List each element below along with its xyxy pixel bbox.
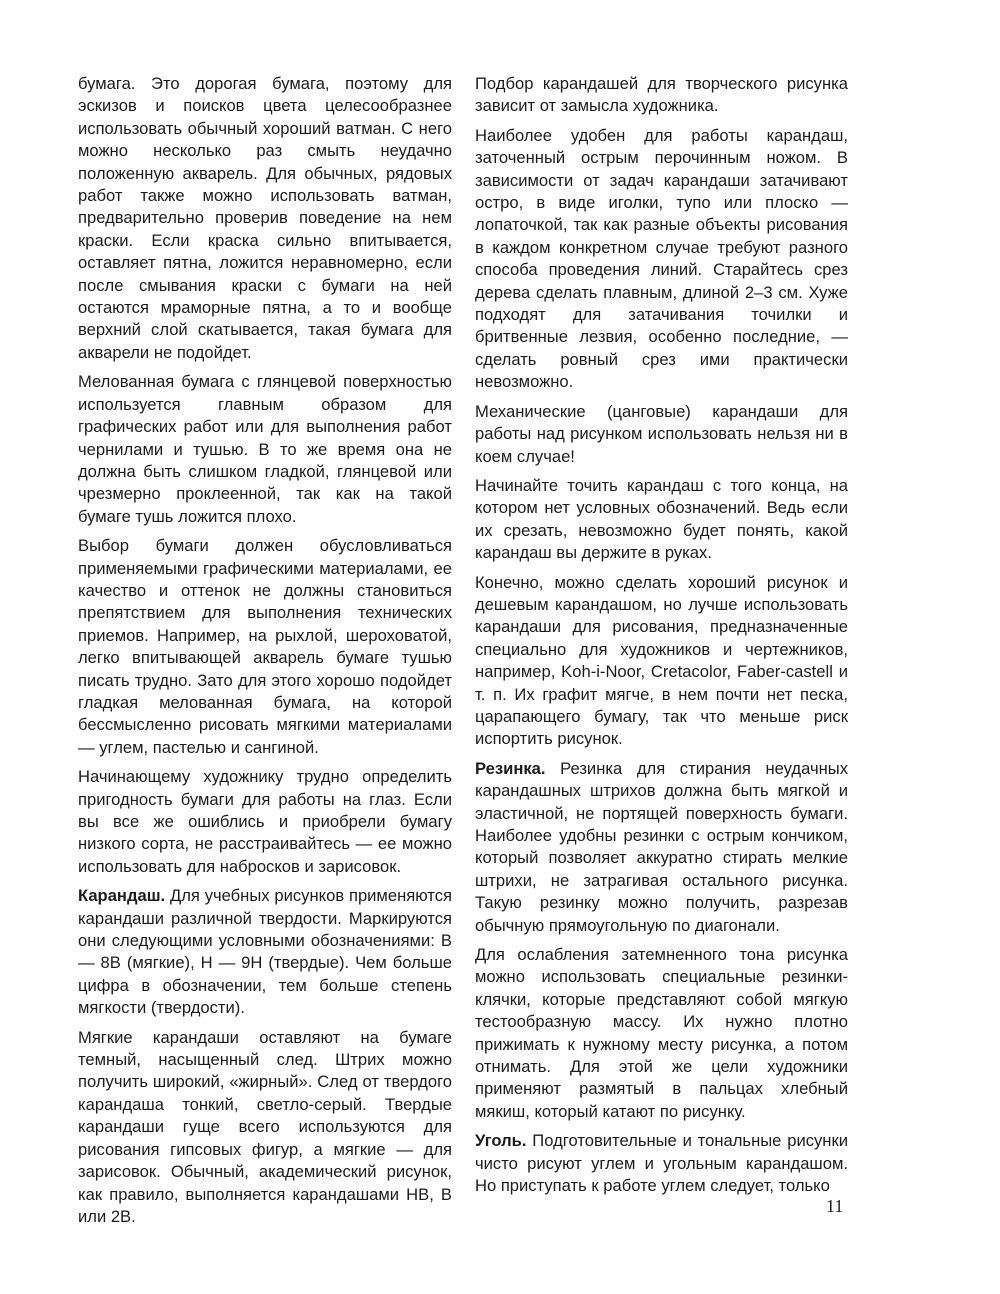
page-number: 11 bbox=[826, 1196, 844, 1216]
paragraph: Для ослабления затемненного тона рисунка можно использовать специальные резинки-клячки, которые представляют собой мягкую тестообразную массу. Их нужно плотно прижимать к нужному месту рисунка, а потом отнимать. Для этой же цели художники применяют размятый в пальцах хлебный мякиш, который катают по рисунку. bbox=[475, 945, 848, 1121]
paragraph: Выбор бумаги должен обусловливаться применяемыми графическими материалами, ее качество и оттенок не должны становиться препятствием для выполнения технических приемов. Например, на рыхлой, шероховатой, легко впитывающей акварель бумаге тушью писать трудно. Зато для этого хорошо подойдет гладкая мелованная бумага, на которой бессмысленно рисовать мягкими материалами — углем, пастелью и сангиной. bbox=[78, 536, 452, 757]
paragraph: Наиболее удобен для работы карандаш, заточенный острым перочинным ножом. В зависимости от задач карандаши затачивают остро, в виде иголки, тупо или плоско — лопаточкой, так как разные объекты рисования в каждом конкретном случае требуют разного способа проведения линий. Старайтесь срез дерева сделать плавным, длиной 2–3 см. Хуже подходят для затачивания точилки и бритвенные лезвия, особенно последние, — сделать ровный срез ими практически невозможно. bbox=[475, 125, 848, 392]
paragraph: Уголь. Подготовительные и тональные рисунки чисто рисуют углем и угольным карандашом. Но приступать к работе углем следует, только bbox=[475, 1131, 848, 1196]
section-heading-pencil: Карандаш. bbox=[78, 886, 166, 906]
section-heading-eraser: Резинка. bbox=[475, 758, 546, 778]
paragraph: Мягкие карандаши оставляют на бумаге темный, насыщенный след. Штрих можно получить широкий, «жирный». След от твердого карандаша тонкий, светло-серый. Твердые карандаши гуще всего используются для рисования гипсовых фигур, а мягкие — для зарисовок. Обычный, академический рисунок, как правило, выполняется карандашами НВ, В или 2В. bbox=[78, 1027, 452, 1226]
paragraph: Карандаш. Для учебных рисунков применяются карандаши различной твердости. Маркируются они следующими условными обозначениями: В — 8В (мягкие), Н — 9Н (твердые). Чем больше цифра в обозначении, тем больше степень мягкости (твердости). bbox=[78, 886, 452, 1018]
paragraph: Начинающему художнику трудно определить пригодность бумаги для работы на глаз. Если вы все же ошиблись и приобрели бумагу низкого сорта, не расстраивайтесь — ее можно использовать для набросков и зарисовок. bbox=[78, 767, 452, 876]
paragraph: бумага. Это дорогая бумага, поэтому для эскизов и поисков цвета целесообразнее использовать обычный хороший ватман. С него можно несколько раз смыть неудачно положенную акварель. Для обычных, рядовых работ также можно использовать ватман, предварительно проверив поведение на нем краски. Если краска сильно впитывается, оставляет пятна, ложится неравномерно, если после смывания краски с бумаги на ней остаются мраморные пятна, а то и вообще верхний слой скатывается, такая бумага для акварели не подойдет. bbox=[78, 74, 452, 362]
paragraph: Конечно, можно сделать хороший рисунок и дешевым карандашом, но лучше использовать карандаши для рисования, предназначенные специально для художников и чертежников, например, Koh-i-Noor, Cretacolor, Faber-castell и т. п. Их графит мягче, в нем почти нет песка, царапающего бумагу, так что меньше риск испортить рисунок. bbox=[475, 572, 848, 749]
section-heading-charcoal: Уголь. bbox=[475, 1131, 527, 1151]
paragraph: Подбор карандашей для творческого рисунка зависит от замысла художника. bbox=[475, 74, 848, 116]
paragraph: Начинайте точить карандаш с того конца, на котором нет условных обозначений. Ведь если их срезать, невозможно будет понять, какой карандаш вы держите в руках. bbox=[475, 475, 848, 563]
paragraph: Мелованная бумага с глянцевой поверхностью используется главным образом для графических работ или для выполнения работ чернилами и тушью. В то же время она не должна быть слишком гладкой, глянцевой или чрезмерно проклеенной, так как на такой бумаге тушь ложится плохо. bbox=[78, 372, 452, 526]
left-column bbox=[78, 73, 452, 1235]
paragraph: Механические (цанговые) карандаши для работы над рисунком использовать нельзя ни в коем случае! bbox=[475, 401, 848, 466]
right-column bbox=[475, 73, 848, 1205]
paragraph: Резинка. Резинка для стирания неудачных карандашных штрихов должна быть мягкой и эластичной, не портящей поверхность бумаги. Наиболее удобны резинки с острым кончиком, который позволяет аккуратно стирать мелкие штрихи, не затрагивая остального рисунка. Такую резинку можно получить, разрезав обычную прямоугольную по диагонали. bbox=[475, 758, 848, 935]
